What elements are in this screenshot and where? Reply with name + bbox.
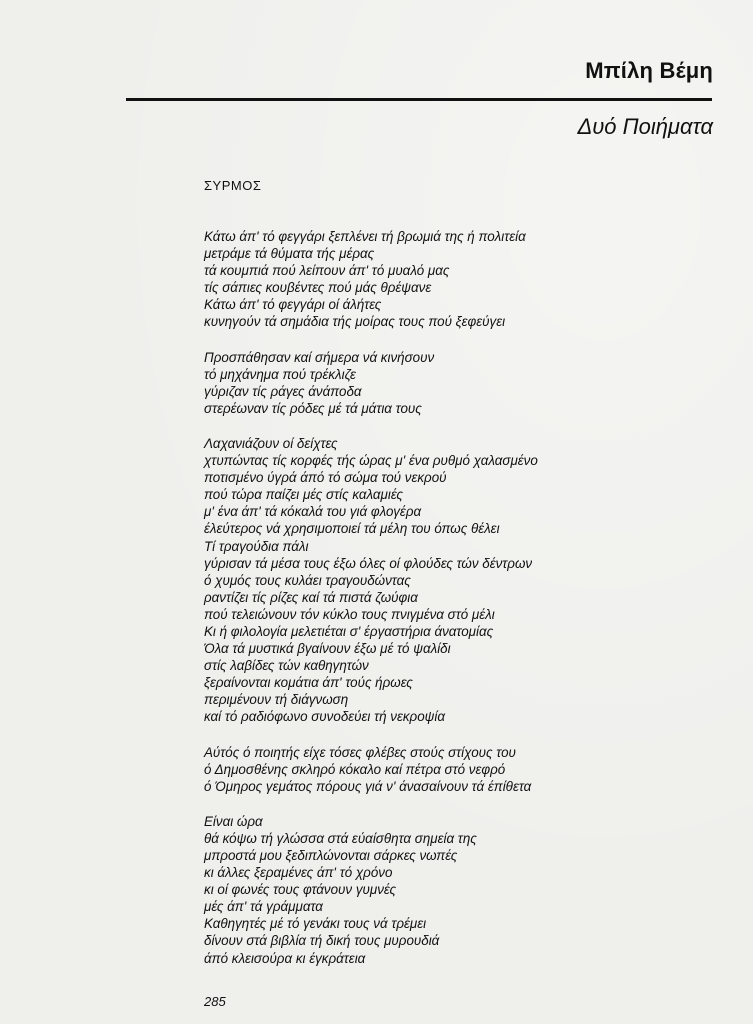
poem-line: χτυπώντας τίς κορφές τής ώρας μ' ένα ρυθμό χαλασμένο (204, 453, 538, 469)
poem-line: Καθηγητές μέ τό γενάκι τους νά τρέμει (204, 916, 427, 932)
poem-title: ΣΥΡΜΟΣ (204, 178, 262, 193)
poem-line: ποτισμένο ύγρά άπό τό σώμα τού νεκρού (204, 470, 447, 486)
poem-line: στερέωναν τίς ρόδες μέ τά μάτια τους (204, 400, 422, 416)
poem-line: άπό κλεισούρα κι έγκράτεια (204, 950, 366, 966)
poem-line: Λαχανιάζουν οί δείχτες (204, 435, 338, 451)
stanza (204, 813, 704, 967)
poem-line: πού τελειώνουν τόν κύκλο τους πνιγμένα στό μέλι (204, 606, 495, 622)
page-number: 285 (204, 994, 226, 1009)
poem-line: Όλα τά μυστικά βγαίνουν έξω μέ τό ψαλίδι (204, 641, 451, 657)
poem-line: γύριζαν τίς ράγες άνάποδα (204, 383, 362, 399)
poem-line: γύρισαν τά μέσα τους έξω όλες οί φλούδες τών δέντρων (204, 555, 533, 571)
poem-line: Είναι ώρα (204, 813, 263, 829)
poem-line: ραντίζει τίς ρίζες καί τά πιστά ζωύφια (204, 589, 418, 605)
poem-body (204, 228, 704, 985)
poem-line: Κάτω άπ' τό φεγγάρι ξεπλένει τή βρωμιά της ή πολιτεία (204, 229, 526, 244)
stanza (204, 349, 704, 417)
poem-line: μπροστά μου ξεδιπλώνονται σάρκες νωπές (204, 848, 458, 863)
poem-line: καί τό ραδιόφωνο συνοδεύει τή νεκροψία (204, 709, 445, 725)
poem-line: ό Δημοσθένης σκληρό κόκαλο καί πέτρα στό νεφρό (204, 761, 506, 777)
poem-line: τά κουμπιά πού λείπουν άπ' τό μυαλό μας (204, 263, 450, 279)
poem-line: μές άπ' τά γράμματα (204, 899, 323, 915)
poem-line: περιμένουν τή διάγνωση (204, 692, 349, 708)
poem-line: κι άλλες ξεραμένες άπ' τό χρόνο (204, 865, 393, 881)
stanza (204, 435, 704, 726)
poem-line: Κάτω άπ' τό φεγγάρι οί άλήτες (204, 297, 382, 313)
poem-line: Αύτός ό ποιητής είχε τόσες φλέβες στούς στίχους του (204, 744, 516, 760)
poem-line: θά κόψω τή γλώσσα στά εύαίσθητα σημεία της (204, 830, 477, 846)
poem-line: μετράμε τά θύματα τής μέρας (204, 246, 375, 262)
header-rule (126, 98, 712, 101)
poem-line: ό Όμηρος γεμάτος πόρους γιά ν' άνασαίνουν τά έπίθετα (204, 778, 532, 794)
author-name: Μπίλη Βέμη (585, 58, 713, 83)
poem-line: Προσπάθησαν καί σήμερα νά κινήσουν (204, 349, 435, 365)
poem-line: ό χυμός τους κυλάει τραγουδώντας (204, 572, 411, 588)
poem-line: έλεύτερος νά χρησιμοποιεί τά μέλη του όπως θέλει (204, 521, 500, 537)
poem-line: μ' ένα άπ' τά κόκαλά του γιά φλογέρα (204, 504, 422, 520)
poem-line: τίς σάπιες κουβέντες πού μάς θρέψανε (204, 280, 432, 296)
poem-line: κυνηγούν τά σημάδια τής μοίρας τους πού ξεφεύγει (204, 314, 506, 330)
poem-line: πού τώρα παίζει μές στίς καλαμιές (204, 487, 403, 503)
poem-line: στίς λαβίδες τών καθηγητών (204, 658, 369, 674)
work-title: Δυό Ποιήματα (577, 114, 713, 139)
poem-line: ξεραίνονται κομάτια άπ' τούς ήρωες (204, 675, 413, 691)
stanza (204, 228, 704, 331)
poem-line: Κι ή φιλολογία μελετιέται σ' έργαστήρια άνατομίας (204, 623, 494, 639)
poem-line: Τί τραγούδια πάλι (204, 538, 309, 554)
poem-line: τό μηχάνημα πού τρέκλιζε (204, 366, 356, 382)
poem-line: κι οί φωνές τους φτάνουν γυμνές (204, 882, 396, 898)
poem-line: δίνουν στά βιβλία τή δική τους μυρουδιά (204, 933, 440, 949)
stanza (204, 744, 704, 795)
